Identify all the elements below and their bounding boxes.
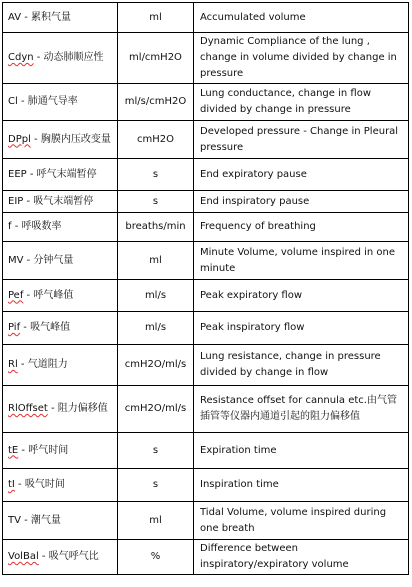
spellcheck-underline: RlOffset <box>8 403 48 414</box>
description-cell: Minute Volume, volume inspired in one minute <box>194 242 409 280</box>
table-row <box>3 386 409 433</box>
table-row <box>3 469 409 502</box>
spellcheck-underline: VolBal <box>8 551 39 562</box>
table-row <box>3 159 409 191</box>
table-row <box>3 84 409 121</box>
unit-cell: cmH2O/ml/s <box>118 345 194 386</box>
table-row <box>3 121 409 159</box>
spellcheck-underline: Pif <box>8 322 21 333</box>
table-row <box>3 191 409 213</box>
parameter-name-cell: Cdyn - 动态肺顺应性 <box>3 33 118 84</box>
parameter-name-cell: TV - 潮气量 <box>3 502 118 540</box>
unit-cell: ml <box>118 242 194 280</box>
table-row <box>3 33 409 84</box>
parameter-name-cell: Pef - 呼气峰值 <box>3 280 118 312</box>
table-row <box>3 433 409 469</box>
unit-cell: ml/s <box>118 280 194 312</box>
description-cell: End inspiratory pause <box>194 191 409 213</box>
table-row <box>3 213 409 242</box>
unit-cell: ml/cmH2O <box>118 33 194 84</box>
table-row <box>3 3 409 33</box>
table-row <box>3 502 409 540</box>
parameter-name-cell: AV - 累积气量 <box>3 3 118 33</box>
description-cell: Frequency of breathing <box>194 213 409 242</box>
spellcheck-underline: DPpl <box>8 133 31 145</box>
description-cell: Lung conductance, change in flow divided by change in pressure <box>194 84 409 121</box>
parameter-name-cell: Cl - 肺通气导率 <box>3 84 118 121</box>
parameter-name-cell: Pif - 吸气峰值 <box>3 312 118 345</box>
table-row <box>3 312 409 345</box>
parameter-name-cell: tI - 吸气时间 <box>3 469 118 502</box>
parameter-name-cell: VolBal - 吸气呼气比 <box>3 540 118 575</box>
parameter-table-body <box>3 3 409 575</box>
description-cell: Accumulated volume <box>194 3 409 33</box>
spellcheck-underline: Pef <box>8 289 24 301</box>
description-cell: End expiratory pause <box>194 159 409 191</box>
parameter-table <box>2 2 409 575</box>
description-cell: Difference between inspiratory/expiratory volume <box>194 540 409 575</box>
description-cell: Peak inspiratory flow <box>194 312 409 345</box>
parameter-name-cell: tE - 呼气时间 <box>3 433 118 469</box>
description-cell: Inspiration time <box>194 469 409 502</box>
spellcheck-underline: tI <box>8 479 15 490</box>
description-cell: Developed pressure - Change in Pleural pressure <box>194 121 409 159</box>
unit-cell: s <box>118 469 194 502</box>
unit-cell: ml <box>118 3 194 33</box>
unit-cell: % <box>118 540 194 575</box>
unit-cell: cmH2O <box>118 121 194 159</box>
parameter-name-cell: EEP - 呼气末端暂停 <box>3 159 118 191</box>
parameter-name-cell: DPpl - 胸膜内压改变量 <box>3 121 118 159</box>
description-cell: Resistance offset for cannula etc.由气管插管等仪器内通道引起的阻力偏移值 <box>194 386 409 433</box>
unit-cell: cmH2O/ml/s <box>118 386 194 433</box>
table-row <box>3 280 409 312</box>
unit-cell: s <box>118 159 194 191</box>
description-cell: Peak expiratory flow <box>194 280 409 312</box>
parameter-name-cell: RlOffset - 阻力偏移值 <box>3 386 118 433</box>
unit-cell: ml/s/cmH2O <box>118 84 194 121</box>
table-row <box>3 242 409 280</box>
spellcheck-underline: Rl <box>8 359 18 370</box>
spellcheck-underline: tE <box>8 444 19 456</box>
unit-cell: s <box>118 433 194 469</box>
parameter-name-cell: Rl - 气道阻力 <box>3 345 118 386</box>
unit-cell: s <box>118 191 194 213</box>
unit-cell: ml <box>118 502 194 540</box>
parameter-name-cell: f - 呼吸数率 <box>3 213 118 242</box>
unit-cell: breaths/min <box>118 213 194 242</box>
description-cell: Lung resistance, change in pressure divided by change in flow <box>194 345 409 386</box>
parameter-name-cell: MV - 分钟气量 <box>3 242 118 280</box>
parameter-name-cell: EIP - 吸气末端暂停 <box>3 191 118 213</box>
table-row <box>3 345 409 386</box>
spellcheck-underline: Cdyn <box>8 52 34 63</box>
description-cell: Tidal Volume, volume inspired during one breath <box>194 502 409 540</box>
description-cell: Dynamic Compliance of the lung , change in volume divided by change in pressure <box>194 33 409 84</box>
unit-cell: ml/s <box>118 312 194 345</box>
description-cell: Expiration time <box>194 433 409 469</box>
table-row <box>3 540 409 575</box>
